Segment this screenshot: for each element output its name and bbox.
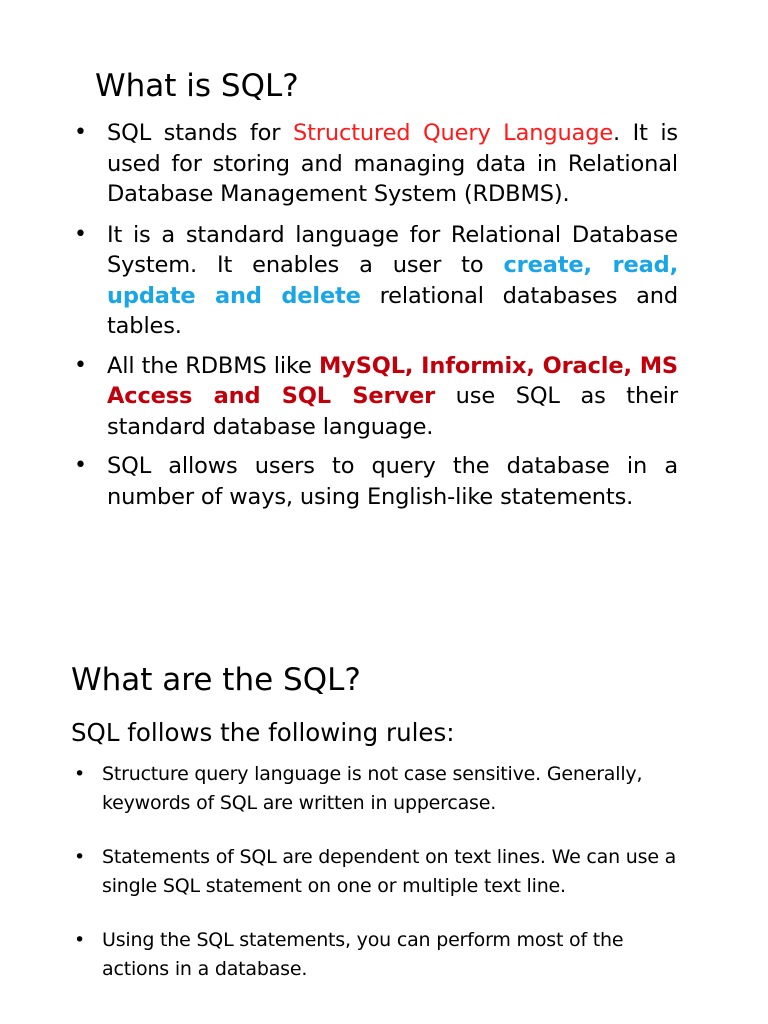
rule-text: Structure query language is not case sensitive. Generally, keywords of SQL are written in uppercase. <box>102 763 643 814</box>
rule-text: Statements of SQL are dependent on text lines. We can use a single SQL statement on one or multiple text line. <box>102 846 677 897</box>
sql-rules-list <box>0 760 768 984</box>
sql-overview-list <box>0 118 768 522</box>
bullet-text <box>107 353 678 440</box>
bullet-icon: • <box>74 846 86 868</box>
section-title-what-are-the-sql: What are the SQL? <box>71 662 361 698</box>
list-item <box>74 451 678 512</box>
list-item <box>74 118 678 210</box>
bullet-text <box>107 222 678 340</box>
section-title-what-is-sql: What is SQL? <box>95 68 299 104</box>
text-segment: SQL stands for <box>107 120 293 146</box>
list-item <box>74 926 682 984</box>
text-segment: use SQL as their standard database language. <box>107 383 678 440</box>
bullet-icon: • <box>74 221 87 247</box>
text-segment: All the RDBMS like <box>107 352 319 379</box>
list-item <box>74 351 678 443</box>
highlight-structured-query-language: Structured Query Language <box>292 120 614 146</box>
rule-text: Using the SQL statements, you can perform most of the actions in a database. <box>102 929 624 980</box>
highlight-rdbms-names: MySQL, Informix, Oracle, MS Access and SQL Server <box>107 352 678 409</box>
bullet-icon: • <box>74 120 87 145</box>
bullet-text <box>107 453 678 510</box>
list-item <box>74 843 682 901</box>
bullet-icon: • <box>74 453 87 478</box>
bullet-text <box>107 120 678 207</box>
highlight-crud-operations: create, read, update and delete <box>107 252 678 309</box>
list-item <box>74 760 682 818</box>
bullet-icon: • <box>74 352 87 378</box>
text-segment: relational databases and tables. <box>107 282 678 339</box>
bullet-icon: • <box>74 763 86 785</box>
rules-intro: SQL follows the following rules: <box>71 718 455 747</box>
text-segment: SQL allows users to query the database in a number of ways, using English-like statements. <box>107 453 678 510</box>
text-segment: It is a standard language for Relational Database System. It enables a user to <box>107 221 678 278</box>
list-item <box>74 220 678 342</box>
text-segment: . It is used for storing and managing data in Relational Database Management System (RDBMS). <box>107 120 678 207</box>
bullet-icon: • <box>74 929 86 951</box>
